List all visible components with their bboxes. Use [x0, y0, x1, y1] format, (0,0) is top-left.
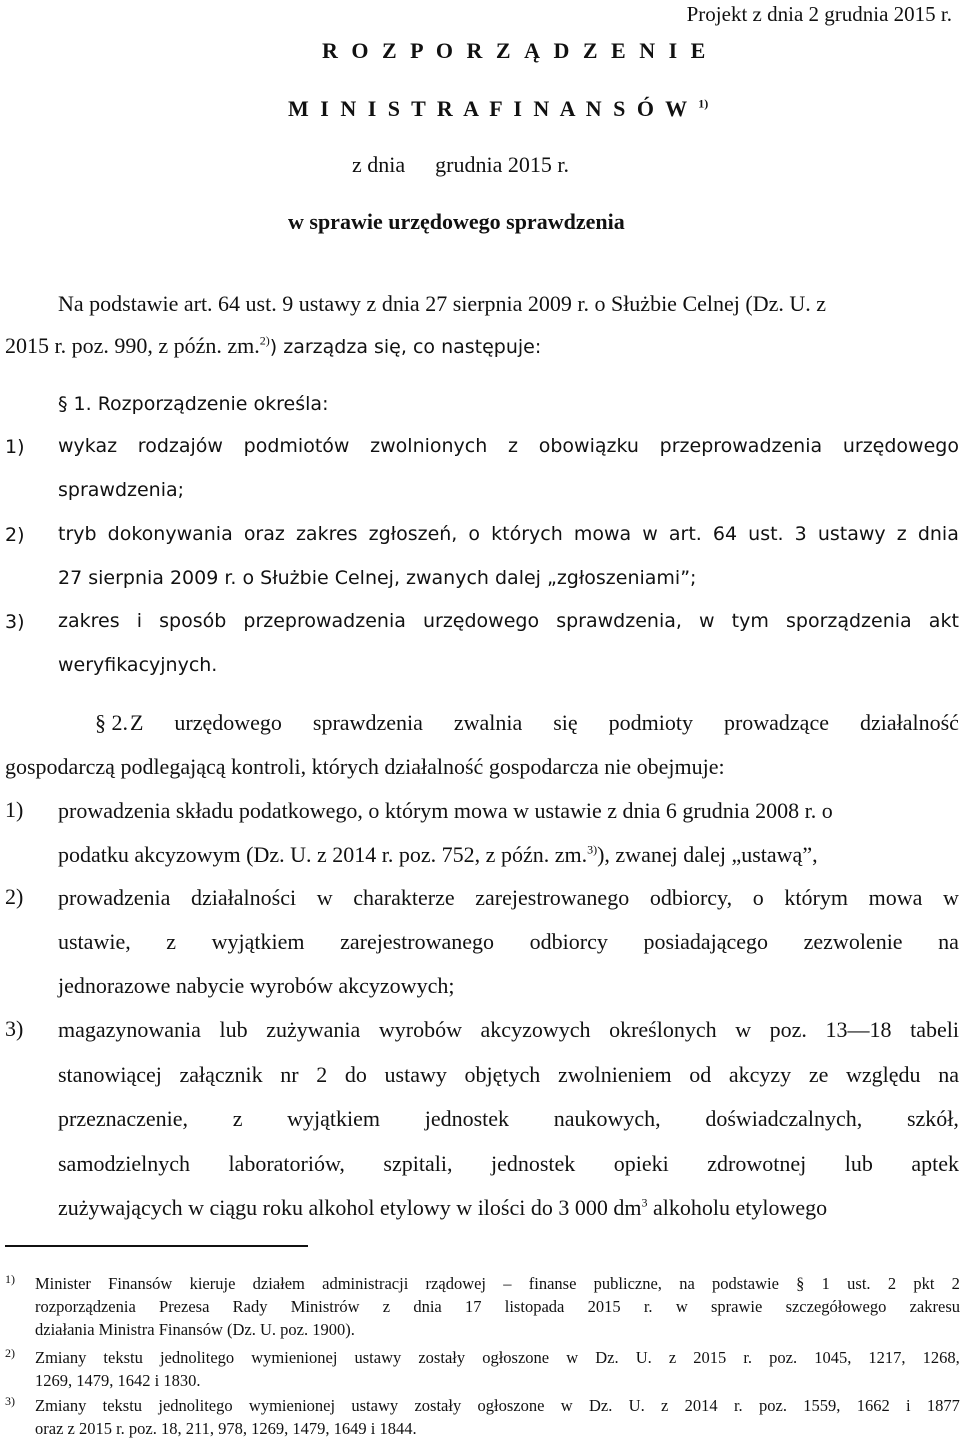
date-line: [352, 152, 569, 178]
section-2-mark: § 2.: [95, 710, 128, 735]
document-subject: w sprawie urzędowego sprawdzenia: [288, 209, 625, 234]
footnote-line: Zmiany tekstu jednolitego wymienionej ustawy zostały ogłoszone w Dz. U. z 2015 r. poz. 1045, 1217, 1268,: [35, 1348, 960, 1367]
legal-basis-line-1: Na podstawie art. 64 ust. 9 ustawy z dnia 27 sierpnia 2009 r. o Służbie Celnej (Dz. U. z: [58, 291, 827, 316]
item-line: weryfikacyjnych.: [58, 654, 218, 676]
document-title: R O Z P O R Z Ą D Z E N I E: [322, 38, 710, 63]
footnote-line: rozporządzenia Prezesa Rady Ministrów z dnia 17 listopada 2015 r. w sprawie szczegółowego zakresu: [35, 1297, 960, 1316]
item-line: samodzielnych laboratoriów, szpitali, jednostek opieki zdrowotnej lub aptek: [58, 1150, 959, 1176]
footnote-ref-2: 2): [259, 333, 270, 348]
section-2-line-2: gospodarczą podlegającą kontroli, których działalność gospodarcza nie obejmuje:: [5, 754, 725, 779]
date-left: z dnia: [352, 152, 406, 177]
enacting-clause: ) zarządza się, co następuje:: [269, 336, 542, 358]
superscript-3: 3: [641, 1195, 648, 1210]
footnote-line: Minister Finansów kieruje działem administracji rządowej – finanse publiczne, na podstawie § 1 ust. 2 pkt 2: [35, 1274, 960, 1293]
item-line: prowadzenia składu podatkowego, o którym mowa w ustawie z dnia 6 grudnia 2008 r. o: [58, 798, 833, 823]
item-number: 3): [5, 1016, 24, 1041]
item-text: ), zwanej dalej „ustawą”,: [597, 842, 818, 867]
item-number: 2): [5, 884, 24, 909]
item-line: [58, 1186, 959, 1231]
item-text: alkoholu etylowego: [647, 1195, 828, 1220]
item-line: zakres i sposób przeprowadzenia urzędowego sprawdzenia, w tym sporządzenia akt: [58, 610, 959, 632]
item-line: magazynowania lub zużywania wyrobów akcyzowych określonych w poz. 13—18 tabeli: [58, 1017, 959, 1042]
date-right: grudnia 2015 r.: [435, 152, 569, 177]
ministry-title: [288, 96, 708, 122]
section-2-line-1: Z urzędowego sprawdzenia zwalnia się podmioty prowadzące działalność: [130, 710, 959, 735]
legal-basis-text: 2015 r. poz. 990, z późn. zm.: [5, 333, 260, 358]
footnote-line: działania Ministra Finansów (Dz. U. poz. 1900).: [35, 1320, 355, 1339]
item-number: 3): [5, 611, 25, 633]
footnote-number: 3): [5, 1394, 15, 1408]
footnote-ref-3: 3): [587, 842, 598, 857]
item-line: sprawdzenia;: [58, 479, 185, 501]
footnote-line: oraz z 2015 r. poz. 18, 211, 978, 1269, 1479, 1649 i 1844.: [35, 1419, 417, 1438]
item-line: wykaz rodzajów podmiotów zwolnionych z obowiązku przeprowadzenia urzędowego: [58, 435, 959, 457]
item-text: podatku akcyzowym (Dz. U. z 2014 r. poz. 752, z późn. zm.: [58, 842, 588, 867]
footnote-line: 1269, 1479, 1642 i 1830.: [35, 1371, 201, 1390]
item-line: ustawie, z wyjątkiem zarejestrowanego odbiorcy posiadającego zezwolenie na: [58, 929, 959, 954]
footnote-number: 1): [5, 1272, 15, 1286]
item-line: przeznaczenie, z wyjątkiem jednostek naukowych, doświadczalnych, szkół,: [58, 1106, 959, 1131]
item-line: 27 sierpnia 2009 r. o Służbie Celnej, zwanych dalej „zgłoszeniami”;: [58, 567, 697, 589]
item-line: stanowiącej załącznik nr 2 do ustawy objętych zwolnieniem od akcyzy ze względu na: [58, 1061, 959, 1087]
item-number: 1): [5, 797, 24, 822]
footnote-number: 2): [5, 1346, 15, 1360]
item-line: [58, 841, 959, 869]
item-number: 2): [5, 524, 25, 546]
item-number: 1): [5, 436, 25, 458]
ministry-name: M I N I S T R A F I N A N S Ó W: [288, 96, 690, 121]
item-line: tryb dokonywania oraz zakres zgłoszeń, o których mowa w art. 64 ust. 3 ustawy z dnia: [58, 523, 959, 545]
footnote-ref-1: 1): [698, 96, 709, 111]
footnote-line: Zmiany tekstu jednolitego wymienionej ustawy zostały ogłoszone w Dz. U. z 2014 r. poz. 1559, 1662 i 1877: [35, 1396, 960, 1415]
item-line: prowadzenia działalności w charakterze zarejestrowanego odbiorcy, o którym mowa w: [58, 885, 959, 910]
footnote-separator: [5, 1245, 308, 1247]
draft-date-note: Projekt z dnia 2 grudnia 2015 r.: [686, 2, 952, 26]
item-line: jednorazowe nabycie wyrobów akcyzowych;: [58, 973, 455, 998]
section-1-heading: § 1. Rozporządzenie określa:: [58, 393, 329, 415]
item-text: zużywających w ciągu roku alkohol etylowy w ilości do 3 000 dm: [58, 1195, 642, 1220]
legal-basis-line-2: [5, 333, 541, 359]
